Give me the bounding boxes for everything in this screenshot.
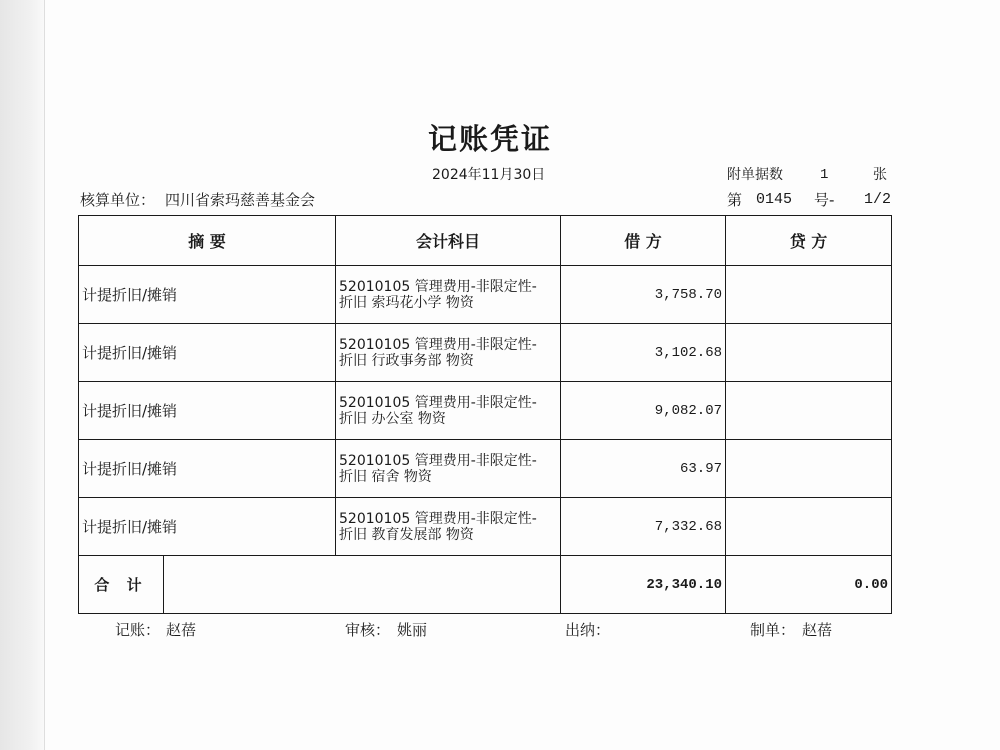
account-line-2: 折旧 办公室 物资 — [339, 410, 446, 427]
row-credit — [726, 266, 892, 324]
row-account — [336, 498, 561, 556]
table-row — [79, 440, 892, 498]
row-account — [336, 324, 561, 382]
row-summary: 计提折旧/摊销 — [79, 440, 336, 498]
bookkeeper-label: 记账： — [115, 621, 161, 639]
voucher-number: 0145 — [756, 191, 793, 208]
preparer-label: 制单： — [750, 621, 796, 639]
header-summary: 摘 要 — [79, 216, 336, 266]
account-line-2: 折旧 索玛花小学 物资 — [339, 294, 474, 311]
org-name: 四川省索玛慈善基金会 — [165, 191, 316, 209]
voucher-table — [78, 215, 892, 614]
bookkeeper-name: 赵蓓 — [166, 621, 197, 639]
row-debit: 3,758.70 — [561, 266, 726, 324]
voucher-no-suffix: 号- — [814, 191, 835, 209]
row-debit: 3,102.68 — [561, 324, 726, 382]
header-debit: 借 方 — [561, 216, 726, 266]
account-line-1: 52010105 管理费用-非限定性- — [339, 278, 537, 295]
account-line-2: 折旧 宿舍 物资 — [339, 468, 432, 485]
account-line-1: 52010105 管理费用-非限定性- — [339, 510, 537, 527]
reviewer-name: 姚丽 — [397, 621, 428, 639]
row-account — [336, 266, 561, 324]
row-credit — [726, 382, 892, 440]
voucher-page: 1/2 — [864, 191, 892, 208]
cashier-label: 出纳： — [565, 621, 611, 639]
total-debit: 23,340.10 — [561, 556, 726, 614]
table-row — [79, 324, 892, 382]
row-credit — [726, 498, 892, 556]
header-credit: 贷 方 — [726, 216, 892, 266]
total-credit: 0.00 — [726, 556, 892, 614]
row-debit: 7,332.68 — [561, 498, 726, 556]
row-account — [336, 382, 561, 440]
row-summary: 计提折旧/摊销 — [79, 266, 336, 324]
org-label: 核算单位： — [80, 191, 156, 209]
total-row — [79, 556, 892, 614]
voucher-no-prefix: 第 — [727, 191, 743, 209]
voucher-date: 2024年11月30日 — [432, 167, 546, 183]
preparer-name: 赵蓓 — [802, 621, 833, 639]
scan-edge — [0, 0, 44, 750]
row-account — [336, 440, 561, 498]
header-account: 会计科目 — [336, 216, 561, 266]
account-line-1: 52010105 管理费用-非限定性- — [339, 394, 537, 411]
account-line-1: 52010105 管理费用-非限定性- — [339, 336, 537, 353]
attachments-unit: 张 — [873, 167, 887, 183]
attachments-label: 附单据数 — [727, 167, 783, 183]
row-credit — [726, 324, 892, 382]
table-row — [79, 266, 892, 324]
table-row — [79, 498, 892, 556]
row-summary: 计提折旧/摊销 — [79, 324, 336, 382]
total-label: 合 计 — [79, 556, 164, 614]
account-line-1: 52010105 管理费用-非限定性- — [339, 452, 537, 469]
attachments-count: 1 — [820, 167, 829, 183]
row-summary: 计提折旧/摊销 — [79, 382, 336, 440]
row-summary: 计提折旧/摊销 — [79, 498, 336, 556]
total-blank-cell — [164, 556, 561, 614]
row-debit: 63.97 — [561, 440, 726, 498]
scan-fold-line — [44, 0, 45, 750]
account-line-2: 折旧 教育发展部 物资 — [339, 526, 474, 543]
table-row — [79, 382, 892, 440]
account-line-2: 折旧 行政事务部 物资 — [339, 352, 474, 369]
row-credit — [726, 440, 892, 498]
table-header-row — [79, 216, 892, 266]
reviewer-label: 审核： — [345, 621, 391, 639]
voucher-title: 记账凭证 — [427, 122, 552, 156]
row-debit: 9,082.07 — [561, 382, 726, 440]
